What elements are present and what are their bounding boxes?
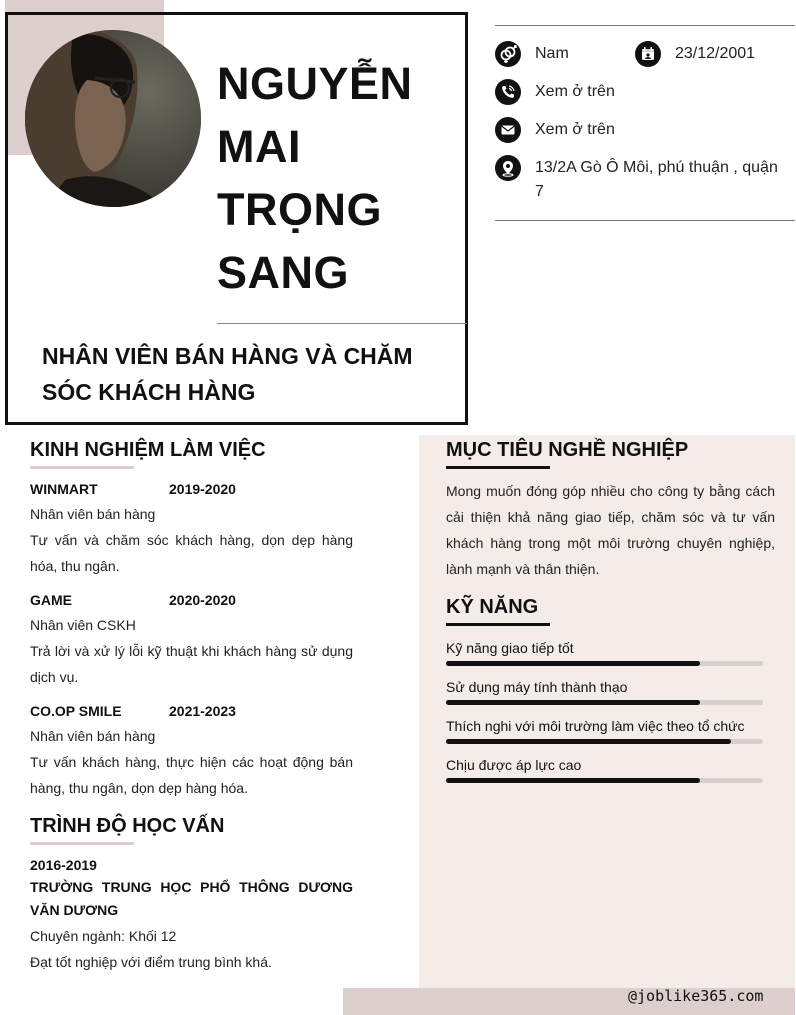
skill-bar xyxy=(446,778,763,783)
experience-position: Nhân viên bán hàng xyxy=(30,728,156,744)
objective-heading: MỤC TIÊU NGHỀ NGHIỆP xyxy=(446,439,689,461)
experience-period: 2021-2023 xyxy=(169,703,236,719)
skill-bar xyxy=(446,661,763,666)
job-title: NHÂN VIÊN BÁN HÀNG VÀ CHĂM SÓC KHÁCH HÀNG xyxy=(42,343,413,405)
skill-label: Kỹ năng giao tiếp tốt xyxy=(446,640,574,656)
calendar-icon xyxy=(635,41,661,67)
objective-text: Mong muốn đóng góp nhiều cho công ty bằng cách cải thiện khả năng giao tiếp, chăm sóc và tư vấn khách hàng trong một môi trường chuyên nghiệp, lành mạnh và thân thiện. xyxy=(446,483,775,577)
contact-divider-top xyxy=(495,25,795,26)
skill-label: Thích nghi với môi trường làm việc theo tổ chức xyxy=(446,718,745,734)
skill-bar xyxy=(446,739,763,744)
education-period: 2016-2019 xyxy=(30,857,97,873)
email-value: Xem ở trên xyxy=(535,121,615,138)
skills-heading: KỸ NĂNG xyxy=(446,596,539,618)
skill-bar xyxy=(446,700,763,705)
footer-watermark: @joblike365.com xyxy=(628,987,764,1005)
skill-bar-fill xyxy=(446,739,731,744)
birthday-value: 23/12/2001 xyxy=(675,45,756,62)
experience-period: 2019-2020 xyxy=(169,481,236,497)
gender-icon xyxy=(495,41,521,67)
experience-position: Nhân viên bán hàng xyxy=(30,506,156,522)
contact-divider-bottom xyxy=(495,220,795,221)
skills-heading-rule xyxy=(446,623,550,626)
skill-bar-fill xyxy=(446,778,700,783)
name-divider xyxy=(217,323,467,324)
education-school: TRƯỜNG TRUNG HỌC PHỔ THÔNG DƯƠNG VĂN DƯƠNG xyxy=(30,879,353,918)
education-heading: TRÌNH ĐỘ HỌC VẤN xyxy=(30,815,225,837)
email-icon xyxy=(495,117,521,143)
skill-label: Chịu được áp lực cao xyxy=(446,757,582,773)
objective-heading-rule xyxy=(446,466,550,469)
skill-bar-fill xyxy=(446,661,700,666)
experience-period: 2020-2020 xyxy=(169,592,236,608)
address-value: 13/2A Gò Ô Môi, phú thuận , quận 7 xyxy=(535,159,778,200)
experience-description: Tư vấn khách hàng, thực hiện các hoạt động bán hàng, thu ngân, dọn dẹp hàng hóa. xyxy=(30,754,353,796)
experience-heading: KINH NGHIỆM LÀM VIỆC xyxy=(30,439,266,461)
avatar xyxy=(25,30,201,207)
experience-heading-rule xyxy=(30,466,134,469)
experience-company: CO.OP SMILE xyxy=(30,703,122,719)
gender-value: Nam xyxy=(535,45,569,62)
experience-position: Nhân viên CSKH xyxy=(30,617,136,633)
experience-company: WINMART xyxy=(30,481,98,497)
education-heading-rule xyxy=(30,842,134,845)
phone-value: Xem ở trên xyxy=(535,83,615,100)
experience-company: GAME xyxy=(30,592,72,608)
experience-description: Trả lời và xử lý lỗi kỹ thuật khi khách hàng sử dụng dịch vụ. xyxy=(30,643,353,685)
location-icon xyxy=(495,155,521,181)
education-major: Chuyên ngành: Khối 12 xyxy=(30,928,177,944)
education-result: Đạt tốt nghiệp với điểm trung bình khá. xyxy=(30,954,272,970)
candidate-name: NGUYỄN MAI TRỌNG SANG xyxy=(217,58,413,298)
experience-description: Tư vấn và chăm sóc khách hàng, dọn dẹp hàng hóa, thu ngân. xyxy=(30,532,353,574)
phone-icon xyxy=(495,79,521,105)
skill-label: Sử dụng máy tính thành thạo xyxy=(446,679,628,695)
skill-bar-fill xyxy=(446,700,700,705)
